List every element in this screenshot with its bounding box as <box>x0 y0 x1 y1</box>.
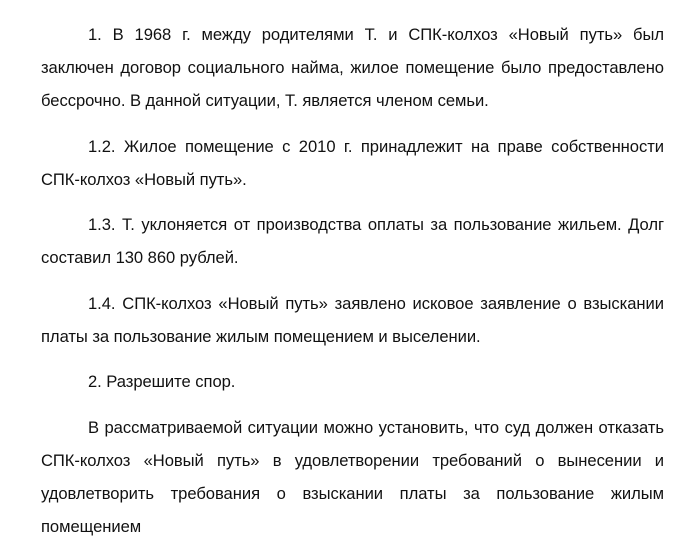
paragraph-1-2: 1.2. Жилое помещение с 2010 г. принадлежит на праве собственности СПК-колхоз «Новый путь». <box>41 136 664 189</box>
document-body <box>41 18 664 543</box>
paragraph-1-3: 1.3. Т. уклоняется от производства оплаты за пользование жильем. Долг составил 130 860 рублей. <box>41 215 664 267</box>
paragraph-1-4: 1.4. СПК-колхоз «Новый путь» заявлено исковое заявление о взыскании платы за пользование жилым помещением и выселении. <box>41 293 664 346</box>
paragraph-answer: В рассматриваемой ситуации можно установить, что суд должен отказать СПК-колхоз «Новый путь» в удовлетворении требований о вынесении и удовлетворить требования о взыскании платы за пользование жилым помещением <box>41 417 664 536</box>
paragraph-2: 2. Разрешите спор. <box>88 372 236 391</box>
paragraph-1: 1. В 1968 г. между родителями Т. и СПК-колхоз «Новый путь» был заключен договор социального найма, жилое помещение было предоставлено бессрочно. В данной ситуации, Т. является членом семьи. <box>41 25 664 110</box>
